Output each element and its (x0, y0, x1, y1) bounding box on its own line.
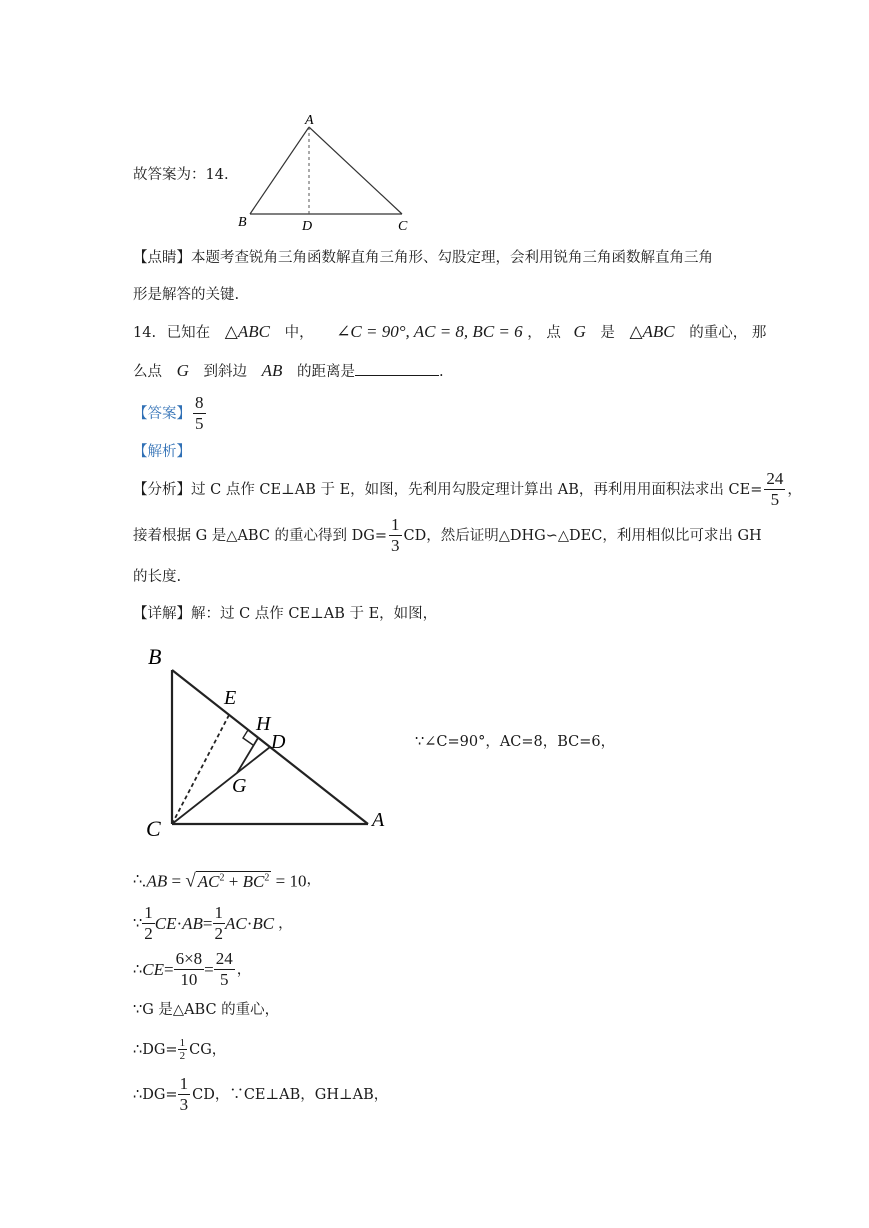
ce-denominator: 5 (770, 490, 780, 510)
question-number: 14. (133, 325, 157, 341)
fenxi-line-3: 的长度. (133, 569, 182, 585)
answer-numerator: 8 (195, 393, 204, 413)
s6-fraction (178, 1075, 191, 1114)
step-symbol: ∵ (133, 916, 143, 932)
question-text: 中， (284, 325, 314, 341)
step-text: ， (236, 962, 252, 978)
fig2-label-g: G (232, 775, 247, 797)
s3-denominator-2: 5 (220, 970, 229, 990)
fig2-label-e: E (224, 687, 237, 709)
analysis-label: 【解析】 (133, 444, 191, 460)
fenxi-line-2 (133, 514, 762, 558)
detail-bracket: 【详解】 (133, 606, 191, 622)
answer-fraction (193, 394, 206, 433)
fenxi-text: CD，然后证明△DHG∽△DEC，利用相似比可求出 GH (403, 528, 762, 544)
fig1-label-b: B (238, 215, 247, 230)
question-text: 已知在 (166, 325, 211, 341)
step-6 (133, 1073, 388, 1117)
note-text-1: 本题考查锐角三角函数解直角三角形、勾股定理，会利用锐角三角函数解直角三角 (191, 250, 713, 266)
question-text: ， 点 (527, 325, 561, 341)
step-symbol: ∴ (133, 962, 143, 978)
step-2 (133, 902, 293, 946)
s5-fraction (178, 1037, 188, 1063)
fig2-label-b: B (148, 644, 162, 669)
answer-bracket: 【答案】 (133, 406, 191, 422)
step-1 (133, 866, 321, 894)
step-5 (133, 1032, 226, 1068)
question-text: 的距离是 (297, 364, 355, 380)
math-g-2: G (176, 361, 189, 380)
fig2-label-c: C (146, 816, 161, 840)
dg-fraction (389, 516, 402, 555)
question-line-1 (133, 322, 766, 343)
note-bracket: 【点睛】 (133, 250, 191, 266)
fig2-label-d: D (271, 731, 286, 753)
answer-denominator: 5 (195, 414, 204, 434)
step-text: ∴DG= (133, 1087, 178, 1103)
note-line-1 (133, 248, 713, 268)
question-text: 么点 (133, 364, 162, 380)
answer-blank (355, 361, 439, 376)
fenxi-text: 接着根据 G 是△ABC 的重心得到 DG= (133, 528, 388, 544)
s5-denominator: 2 (179, 1050, 186, 1063)
step-1-math: .AB = √ $AC^2 + BC^2 = 10$ (142, 870, 307, 892)
step-text: ∴DG= (133, 1042, 178, 1058)
math-conditions: ∠C = 90°, AC = 8, BC = 6 (336, 322, 523, 341)
question-text: 是 (600, 325, 615, 341)
step-3-math: CE = $\frac{6\times 8}{10}$ = $\frac{24}{5}$ (142, 949, 233, 990)
step-symbol: ∴ (133, 872, 143, 888)
detail-text: 解：过 C 点作 CE⊥AB 于 E，如图， (191, 606, 438, 622)
fenxi-text: ， (787, 482, 802, 498)
fig1-label-c: C (398, 219, 408, 234)
s6-denominator: 3 (179, 1095, 189, 1115)
ce-fraction (764, 470, 785, 509)
note-line-2: 形是解答的关键. (133, 287, 240, 303)
math-triangle-abc: △ABC (224, 322, 270, 341)
fig2-label-h: H (256, 713, 271, 735)
question-text: . (439, 364, 444, 380)
step-2-math: $\frac{1}{2}$ CE · AB = $\frac{1}{2}$ AC · BC (144, 903, 275, 944)
fenxi-line-1 (133, 468, 802, 512)
question-text: 的重心， 那 (689, 325, 767, 341)
step-3 (133, 948, 251, 992)
fig2-label-a: A (372, 809, 385, 831)
step-text: CG， (189, 1042, 227, 1058)
step-text: ， (278, 916, 293, 932)
step-text: CD，∵CE⊥AB，GH⊥AB， (192, 1087, 389, 1103)
answer-line: 故答案为：14. (133, 167, 229, 183)
figure-centroid-diagram (140, 640, 400, 840)
math-ab: AB (261, 361, 283, 380)
fig1-label-a: A (305, 113, 314, 128)
step-4: ∵G 是△ABC 的重心， (133, 1002, 280, 1018)
s3-numerator-2: 24 (215, 949, 233, 969)
dg-denominator: 3 (391, 536, 400, 556)
math-g: G (573, 322, 586, 341)
answer-row (133, 392, 206, 436)
question-text: 到斜边 (203, 364, 247, 380)
fenxi-text: 过 C 点作 CE⊥AB 于 E，如图，先利用勾股定理计算出 AB，再利用用面积法求出 CE= (191, 482, 763, 498)
s6-numerator: 1 (179, 1074, 189, 1094)
fig1-label-d: D (302, 219, 313, 234)
dg-numerator: 1 (391, 515, 400, 535)
s5-numerator: 1 (179, 1037, 186, 1050)
s3-denominator: 10 (180, 970, 198, 990)
detail-line (133, 604, 437, 624)
step-text: ， (306, 872, 321, 888)
fenxi-bracket: 【分析】 (133, 482, 191, 498)
math-triangle-abc-2: △ABC (629, 322, 675, 341)
question-line-2 (133, 361, 444, 382)
since-line: ∵∠C=90°，AC=8，BC=6， (415, 734, 616, 750)
s3-numerator: 6×8 (175, 949, 203, 969)
figure-triangle-abc (232, 110, 412, 235)
ce-numerator: 24 (766, 469, 784, 489)
